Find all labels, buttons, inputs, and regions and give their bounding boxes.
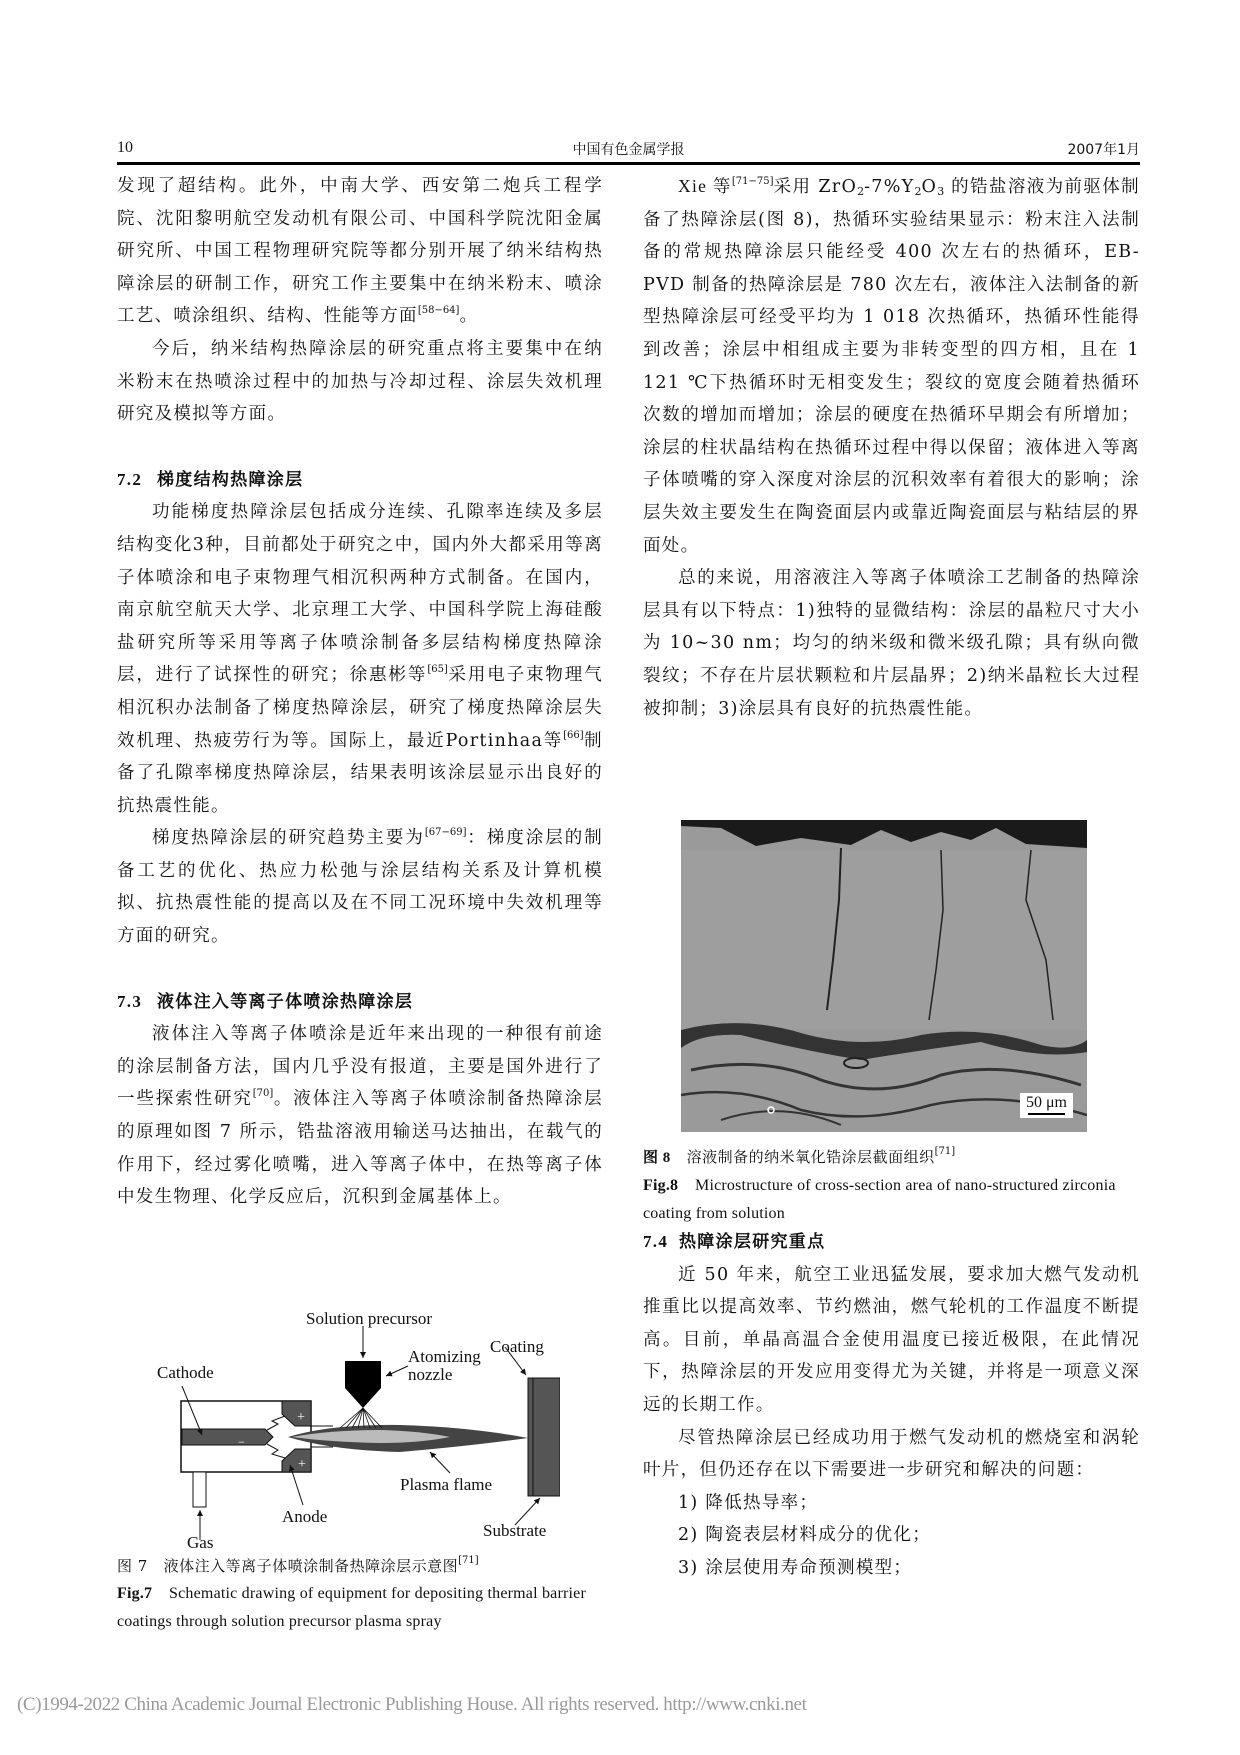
label-coating: Coating bbox=[490, 1337, 544, 1356]
paragraph: Xie 等[71−75]采用 $ZrO_2-7\%Y_2O_3$ 的锆盐溶液为前驱体制备了热障涂层(图 8)，热循环实验结果显示：粉末注入法制备的常规热障涂层只能经受 400 次左右的热循环，EB-PVD 制备的热障涂层是 780 次左右，液体注入法制备的新型热障涂层可经受平均为 1 018 次热循环，热循环性能得到改善；涂层中相组成主要为非转变型的四方相，且在 1 121 ℃下热循环时无相变发生；裂纹的宽度会随着热循环次数的增加而增加；涂层的硬度在热循环早期会有所增加；涂层的柱状晶结构在热循环过程中得以保留；液体进入等离子体喷嘴的穿入深度对涂层的沉积效率有着很大的影响；涂层失效主要发生在陶瓷面层内或靠近陶瓷面层与粘结层的界面处。 bbox=[643, 176, 1140, 556]
list-item: 3) 涂层使用寿命预测模型； bbox=[678, 1557, 913, 1578]
caption-cn: 图 8 溶液制备的纳米氧化锆涂层截面组织[71] bbox=[643, 1146, 956, 1166]
section-heading-7-2: 7.2 梯度结构热障涂层 bbox=[117, 469, 304, 490]
right-column bbox=[643, 170, 1140, 725]
citation: [70] bbox=[252, 1088, 274, 1100]
label-nozzle: nozzle bbox=[408, 1365, 453, 1384]
page-number: 10 bbox=[117, 139, 133, 156]
citation: [65] bbox=[427, 664, 448, 676]
plasma-spray-diagram bbox=[140, 1290, 560, 1550]
sem-cross-section-image bbox=[681, 820, 1087, 1132]
paragraph: 总的来说，用溶液注入等离子体喷涂工艺制备的热障涂层具有以下特点：1)独特的显微结构：涂层的晶粒尺寸大小为 10~30 nm；均匀的纳米级和微米级孔隙；具有纵向微裂纹；不存在片层状颗粒和片层晶界；2)纳米晶粒长大过程被抑制；3)涂层具有良好的抗热震性能。 bbox=[643, 568, 1140, 719]
citation: [66] bbox=[563, 729, 584, 741]
paragraph: 功能梯度热障涂层包括成分连续、孔隙率连续及多层结构变化3种，目前都处于研究之中，国内外大都采用等离子体喷涂和电子束物理气相沉积两种方式制备。在国内，南京航空航天大学、北京理工大学、中国科学院上海硅酸盐研究所等采用等离子体喷涂制备多层结构梯度热障涂层，进行了试探性的研究；徐惠彬等[65]采用电子束物理气相沉积办法制备了梯度热障涂层，研究了梯度热障涂层失效机理、热疲劳行为等。国际上，最近Portinhaa等[66]制备了孔隙率梯度热障涂层，结果表明该涂层显示出良好的抗热震性能。 bbox=[117, 502, 603, 816]
citation: [71−75] bbox=[731, 176, 774, 187]
header-rule bbox=[117, 162, 1140, 165]
figure-7-caption bbox=[117, 1552, 603, 1636]
paragraph: 今后，纳米结构热障涂层的研究重点将主要集中在纳米粉末在热喷涂过程中的加热与冷却过程、涂层失效机理研究及模拟等方面。 bbox=[117, 338, 603, 425]
copyright-footer: (C)1994-2022 China Academic Journal Electronic Publishing House. All rights reserved. http://www.cnki.net bbox=[17, 1694, 807, 1715]
scale-bar: 50 μm bbox=[1020, 1093, 1073, 1118]
paragraph: 液体注入等离子体喷涂是近年来出现的一种很有前途的涂层制备方法，国内几乎没有报道，主要是国外进行了一些探索性研究[70]。液体注入等离子体喷涂制备热障涂层的原理如图 7 所示，锆盐溶液用输送马达抽出，在载气的作用下，经过雾化喷嘴，进入等离子体中，在热等离子体中发生物理、化学反应后，沉积到金属基体上。 bbox=[117, 1024, 603, 1208]
label-plasma-flame: Plasma flame bbox=[400, 1475, 493, 1494]
section-heading-7-3: 7.3 液体注入等离子体喷涂热障涂层 bbox=[117, 991, 414, 1012]
list-item: 1) 降低热导率； bbox=[678, 1492, 819, 1513]
journal-title: 中国有色金属学报 bbox=[572, 142, 685, 158]
label-solution-precursor: Solution precursor bbox=[306, 1309, 433, 1328]
svg-text:−: − bbox=[238, 1435, 245, 1449]
figure-7-schematic bbox=[140, 1290, 560, 1550]
svg-text:+: + bbox=[298, 1457, 306, 1472]
label-substrate: Substrate bbox=[483, 1521, 547, 1540]
section-heading-7-4: 7.4 热障涂层研究重点 bbox=[643, 1232, 826, 1252]
label-atomizing: Atomizing bbox=[408, 1347, 481, 1366]
caption-en: Fig.7 Schematic drawing of equipment for depositing thermal barrier coatings through solution precursor plasma spray bbox=[117, 1585, 586, 1630]
left-column bbox=[117, 170, 603, 1214]
paragraph: 发现了超结构。此外，中南大学、西安第二炮兵工程学院、沈阳黎明航空发动机有限公司、中国科学院沈阳金属研究所、中国工程物理研究院等都分别开展了纳米结构热障涂层的研制工作，研究工作主要集中在纳米粉末、喷涂工艺、喷涂组织、结构、性能等方面[58−64]。 bbox=[117, 176, 603, 327]
label-anode: Anode bbox=[282, 1507, 328, 1526]
caption-cn: 图 7 液体注入等离子体喷涂制备热障涂层示意图[71] bbox=[117, 1555, 479, 1575]
running-header bbox=[117, 139, 1140, 163]
list-item: 2) 陶瓷表层材料成分的优化； bbox=[678, 1525, 932, 1546]
svg-text:+: + bbox=[297, 1410, 305, 1425]
figure-8-micrograph bbox=[681, 820, 1087, 1132]
citation: [67−69] bbox=[424, 827, 467, 839]
citation: [58−64] bbox=[417, 305, 460, 317]
figure-8-caption bbox=[643, 1143, 1140, 1228]
label-gas: Gas bbox=[187, 1533, 214, 1550]
issue-date: 2007年1月 bbox=[1067, 142, 1140, 158]
paragraph: 近 50 年来，航空工业迅猛发展，要求加大燃气发动机推重比以提高效率、节约燃油，燃气轮机的工作温度不断提高。目前，单晶高温合金使用温度已接近极限，在此情况下，热障涂层的开发应用变得尤为关键，并将是一项意义深远的长期工作。 bbox=[643, 1264, 1140, 1415]
right-column-continued bbox=[643, 1226, 1140, 1585]
caption-en: Fig.8 Microstructure of cross-section area of nano-structured zirconia coating from solution bbox=[643, 1177, 1116, 1222]
paragraph: 尽管热障涂层已经成功用于燃气发动机的燃烧室和涡轮叶片，但仍还存在以下需要进一步研究和解决的问题： bbox=[643, 1427, 1140, 1481]
paragraph: 梯度热障涂层的研究趋势主要为[67−69]：梯度涂层的制备工艺的优化、热应力松弛与涂层结构关系及计算机模拟、抗热震性能的提高以及在不同工况环境中失效机理等方面的研究。 bbox=[117, 827, 603, 947]
label-cathode: Cathode bbox=[157, 1363, 214, 1382]
